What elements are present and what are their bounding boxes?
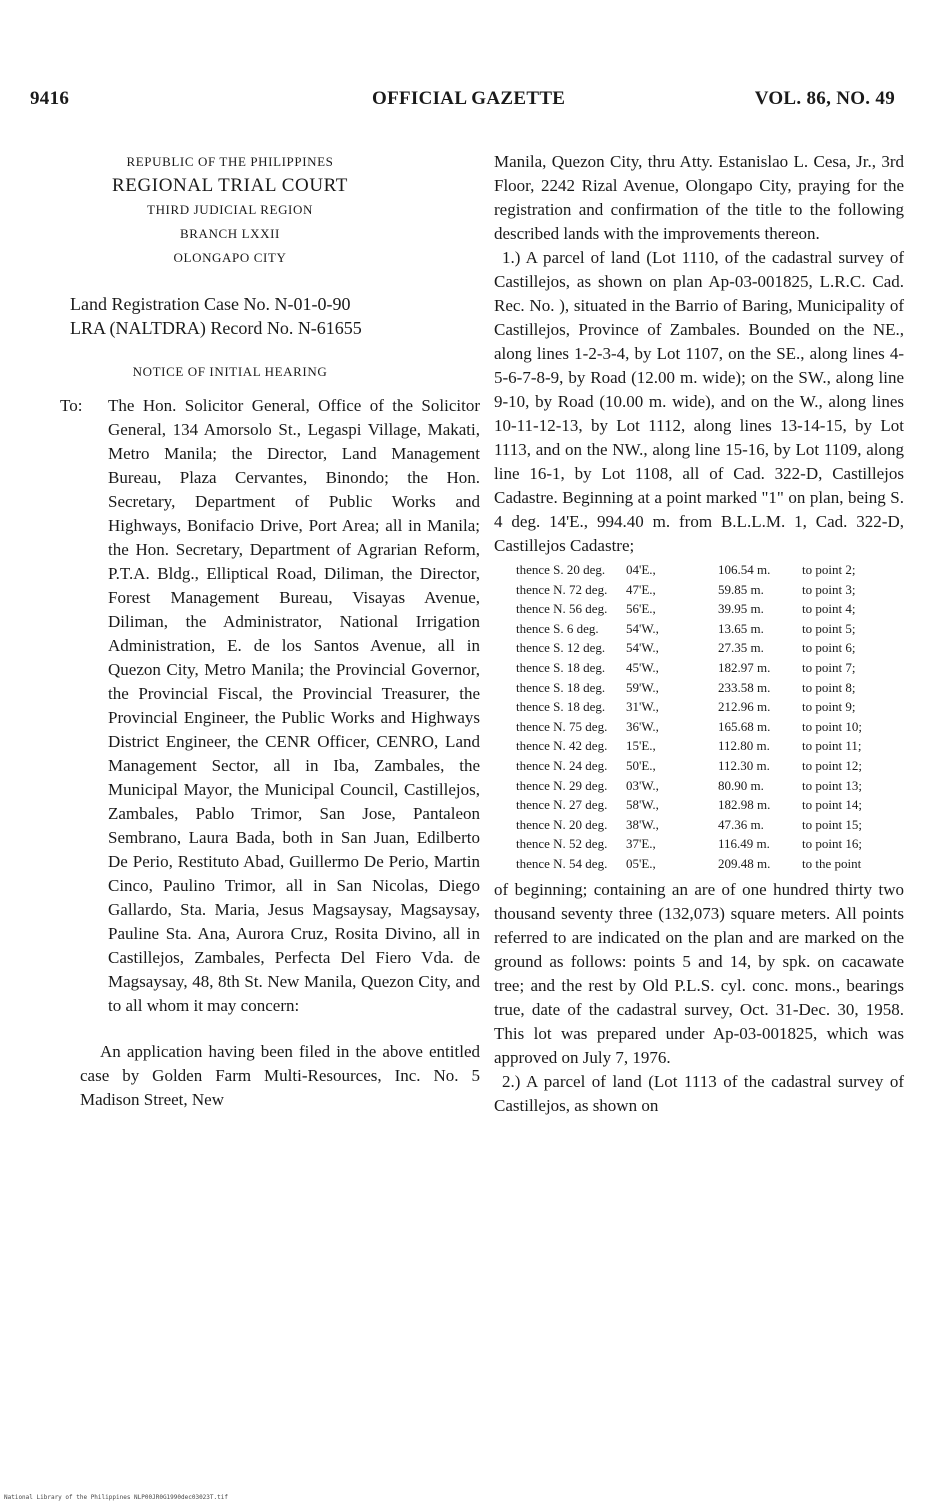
bearing-to: to point 4; [802,601,856,617]
right-column [494,150,904,1118]
bearing-dist: 106.54 m. [718,562,771,577]
bearing-to: to the point [802,855,862,871]
bearing-dist: 165.68 m. [718,718,771,734]
court-name: REGIONAL TRIAL COURT [111,175,349,196]
bearing-row [516,678,904,698]
bearing-dir: thence N. 52 deg. [516,836,608,852]
bearing-to: to point 7; [802,659,856,675]
bearing-row [516,560,904,580]
court-heading [80,150,380,270]
bearing-row [516,834,904,854]
bearing-ang: 56'E., [626,601,656,617]
bearing-ang: 54'W., [626,620,659,636]
bearing-ang: 37'E., [626,836,656,852]
bearing-dist: 47.36 m. [718,816,764,832]
bearing-dir: thence S. 6 deg. [516,620,599,636]
bearing-ang: 31'W., [626,699,659,715]
bearing-dist: 13.65 m. [718,620,764,636]
bearing-dir: thence S. 18 deg. [516,679,606,695]
bearing-ang: 36'W., [626,718,659,734]
bearing-to: to point 10; [802,718,862,734]
bearing-to: to point 3; [802,581,856,597]
addressee-list: The Hon. Solicitor General, Office of the Solicitor General, 134 Amorsolo St., Legaspi Village, Makati, Metro Manila; the Director, Land Management Bureau, Plaza Cervantes, Binondo; the Hon. Secretary, Department of Public Works and Highways, Bonifacio Drive, Port Area; all in Manila; the Hon. Secretary, Department of Agrarian Reform, P.T.A. Bldg., Elliptical Road, Diliman, the Director, Forest Management Bureau, Visayas Avenue, Diliman, the Administrator, National Irrigation Administration, E. de los Santos Avenue, all in Quezon City, Metro Manila; the Provincial Governor, the Provincial Fiscal, the Provincial Treasurer, the Provincial Engineer, the Public Works and Highways District Engineer, the CENR Officer, CENRO, Land Management Sector, all in Iba, Zambales, the Municipal Mayor, the Municipal Council, Castillejos, Zambales, Pablo Trimor, San Jose, Pantaleon Sembrano, Laura Bada, both in San Juan, Edilberto De Perio, Restituto Abad, Guillermo De Perio, Martin Cinco, Paulino Trimor, all in San Nicolas, Diego Gallardo, Sta. Maria, Jesus Magsaysay, Magsaysay, Pauline Sta. Ana, Aurora Cruz, Rosita Divino, all in Castillejos, Zambales, Perfecta Del Fiero Vda. de Magsaysay, 48, 8th St. New Manila, Quezon City, and to all whom it may concern: [108,396,480,1015]
bearing-to: to point 16; [802,836,862,852]
bearing-dist: 59.85 m. [718,581,764,597]
notice-title: NOTICE OF INITIAL HEARING [132,364,328,379]
page-number: 9416 [30,88,70,109]
bearing-dir: thence N. 20 deg. [516,816,608,832]
bearing-to: to point 14; [802,797,862,813]
volume-number: VOL. 86, NO. 49 [754,88,895,109]
bearing-ang: 38'W., [626,816,659,832]
bearing-dist: 116.49 m. [718,836,770,852]
court-city: OLONGAPO CITY [173,250,287,265]
lot-1-description: 1.) A parcel of land (Lot 1110, of the cadastral survey of Castillejos, as shown on plan Ap-03-001825, L.R.C. Cad. Rec. No. ), situated in the Barrio of Baring, Municipality of Castillejos, Province of Zambales. Bounded on the NE., along lines 1-2-3-4, by Lot 1107, on the SE., along lines 4-5-6-7-8-9, by Road (12.00 m. wide); on the SW., along line 9-10, by Road (10.00 m. wide), and on the W., along lines 10-11-12-13, by Lot 1112, along lines 13-14-15, by Lot 1113, and on the NW., along line 15-16, by Lot 1109, along line 16-1, by Lot 1108, all of Cad. 322-D, Castillejos Cadastre. Beginning at a point marked "1" on plan, being S. 4 deg. 14'E., 994.40 m. from B.L.L.M. 1, Cad. 322-D, Castillejos Cadastre; [494,248,904,555]
bearing-dist: 182.98 m. [718,797,771,813]
bearing-ang: 47'E., [626,581,656,597]
bearings-table [516,560,904,874]
bearing-to: to point 12; [802,757,862,773]
bearing-dir: thence S. 18 deg. [516,659,606,675]
application-continued: Manila, Quezon City, thru Atty. Estanislao L. Cesa, Jr., 3rd Floor, 2242 Rizal Avenue, Olongapo City, praying for the registration and confirmation of the title to the following described lands with the improvements thereon. [494,152,904,243]
bearing-dist: 209.48 m. [718,855,771,871]
bearing-row [516,717,904,737]
bearing-dist: 27.35 m. [718,640,764,656]
bearing-to: to point 11; [802,738,862,754]
bearing-dist: 39.95 m. [718,601,764,617]
court-branch: BRANCH LXXII [179,226,280,241]
lot-1-area-and-notes: of beginning; containing an are of one hundred thirty two thousand seventy three (132,073) square meters. All points referred to are indicated on the plan and are marked on the ground as follows: points 5 and 14, by spk. on cacawate tree; and the rest by Old P.L.S. cyl. conc. mons., bearings true, date of the cadastral survey, Oct. 31-Dec. 30, 1958. This lot was prepared under Ap-03-001825, which was approved on July 7, 1976. [494,879,904,1067]
bearing-row [516,756,904,776]
bearing-row [516,658,904,678]
publication-title: OFFICIAL GAZETTE [372,88,566,109]
bearing-row [516,580,904,600]
lot-2-description: 2.) A parcel of land (Lot 1113 of the cadastral survey of Castillejos, as shown on [494,1071,904,1115]
bearing-dir: thence S. 20 deg. [516,562,606,577]
case-numbers [60,292,480,340]
bearing-to: to point 5; [802,620,856,636]
addressees [60,394,480,1018]
bearing-dir: thence N. 24 deg. [516,757,608,773]
bearing-dir: thence N. 29 deg. [516,777,608,793]
to-label: To: [60,396,83,415]
bearing-ang: 45'W., [626,659,659,675]
bearing-ang: 50'E., [626,757,656,773]
bearing-to: to point 9; [802,699,856,715]
bearing-dist: 112.30 m. [718,757,770,773]
bearing-dir: thence N. 54 deg. [516,855,608,871]
court-republic: REPUBLIC OF THE PHILIPPINES [126,154,334,169]
case-number: Land Registration Case No. N-01-0-90 [70,294,351,314]
bearing-row [516,638,904,658]
bearing-dist: 212.96 m. [718,699,771,715]
bearing-dist: 182.97 m. [718,659,771,675]
court-region: THIRD JUDICIAL REGION [147,202,313,217]
bearing-dir: thence N. 42 deg. [516,738,608,754]
bearing-row [516,815,904,835]
record-number: LRA (NALTDRA) Record No. N-61655 [70,318,362,338]
bearing-dir: thence N. 27 deg. [516,797,608,813]
left-column [60,150,480,1112]
bearing-row [516,736,904,756]
application-paragraph: An application having been filed in the above entitled case by Golden Farm Multi-Resources, Inc. No. 5 Madison Street, New [80,1042,480,1109]
bearing-ang: 15'E., [626,738,656,754]
bearing-dir: thence N. 75 deg. [516,718,608,734]
bearing-dir: thence N. 56 deg. [516,601,608,617]
bearing-row [516,795,904,815]
bearing-to: to point 6; [802,640,856,656]
bearing-row [516,697,904,717]
bearing-ang: 59'W., [626,679,659,695]
bearing-to: to point 13; [802,777,862,793]
bearing-row [516,599,904,619]
bearing-to: to point 8; [802,679,856,695]
bearing-ang: 58'W., [626,797,659,813]
bearing-dist: 80.90 m. [718,777,764,793]
bearing-dir: thence S. 18 deg. [516,699,606,715]
bearing-ang: 05'E., [626,855,656,871]
bearing-ang: 54'W., [626,640,659,656]
bearing-row [516,854,904,874]
bearing-row [516,776,904,796]
bearing-dist: 112.80 m. [718,738,770,754]
bearing-to: to point 15; [802,816,862,832]
bearing-dist: 233.58 m. [718,679,771,695]
bearing-to: to point 2; [802,562,856,577]
bearing-dir: thence N. 72 deg. [516,581,608,597]
scan-footer: National Library of the Philippines NLP00JR0G1990dec03023T.tif [4,1494,228,1501]
page-header [0,88,935,118]
bearing-ang: 03'W., [626,777,659,793]
bearing-dir: thence S. 12 deg. [516,640,606,656]
bearing-ang: 04'E., [626,562,656,577]
bearing-row [516,619,904,639]
